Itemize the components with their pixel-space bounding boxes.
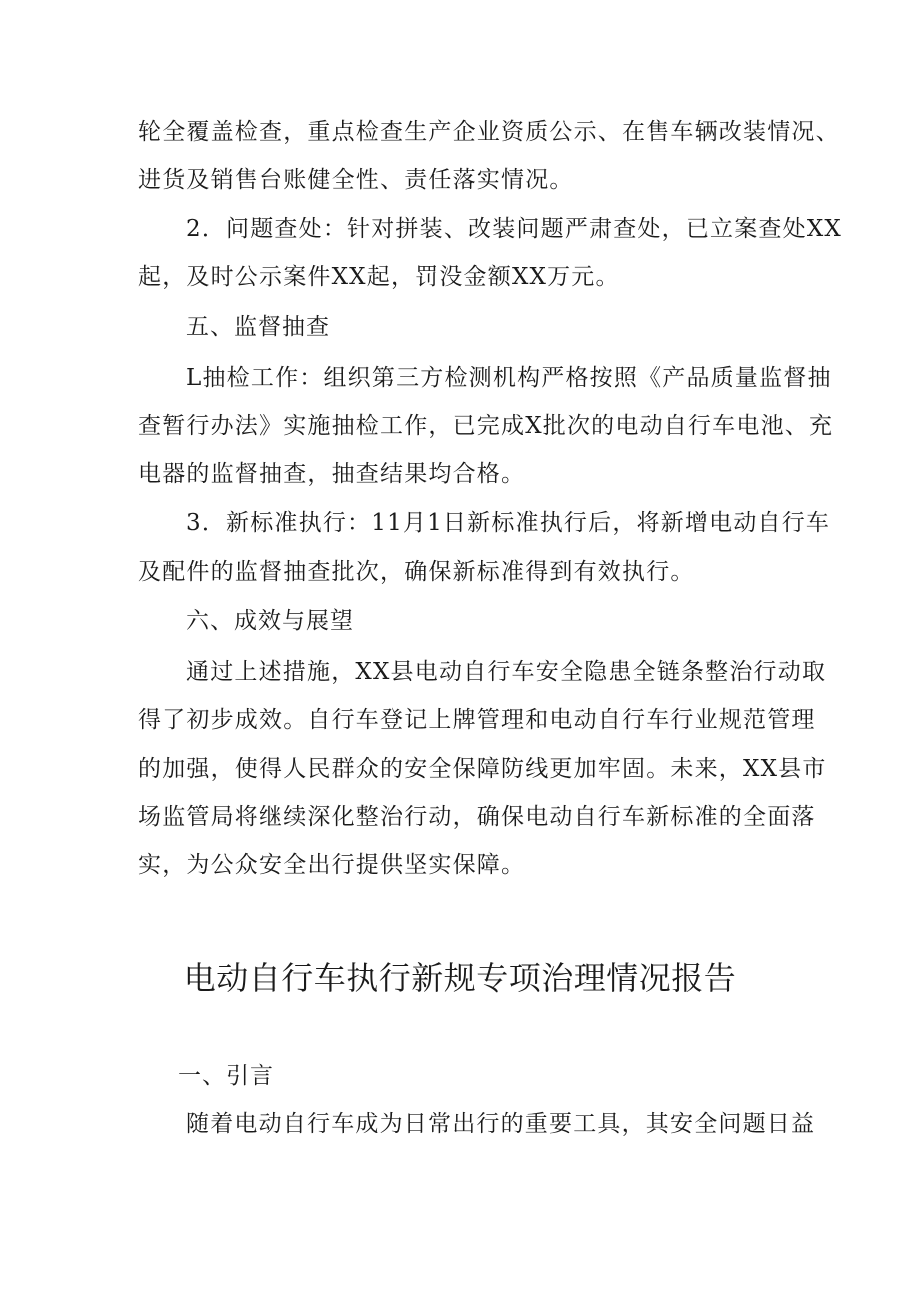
section-heading: 五、监督抽查 [186,314,330,340]
section-heading: 六、成效与展望 [186,608,354,634]
paragraph-line: 轮全覆盖检查，重点检查生产企业资质公示、在售车辆改装情况、 [138,119,840,145]
paragraph-line: 电器的监督抽查，抽查结果均合格。 [138,461,526,487]
paragraph-line: 起，及时公示案件XX起，罚没金额XX万元。 [138,264,620,290]
paragraph-line: 进货及销售台账健全性、责任落实情况。 [138,167,574,193]
paragraph-line: L抽检工作：组织第三方检测机构严格按照《产品质量监督抽 [186,365,832,391]
paragraph-line: 得了初步成效。自行车登记上牌管理和电动自行车行业规范管理 [138,707,816,733]
paragraph-line: 通过上述措施，XX县电动自行车安全隐患全链条整治行动取 [186,659,827,685]
paragraph-line: 3．新标准执行：11月1日新标准执行后，将新增电动自行车 [186,510,831,536]
paragraph-line: 的加强，使得人民群众的安全保障防线更加牢固。未来，XX县市 [138,756,827,782]
section-heading: 一、引言 [178,1063,274,1089]
paragraph-line: 查暂行办法》实施抽检工作，已完成X批次的电动自行车电池、充 [138,413,834,439]
document-title: 电动自行车执行新规专项治理情况报告 [183,959,737,997]
paragraph-line: 实，为公众安全出行提供坚实保障。 [138,852,526,878]
paragraph-line: 随着电动自行车成为日常出行的重要工具，其安全问题日益 [186,1111,816,1137]
paragraph-line: 及配件的监督抽查批次，确保新标准得到有效执行。 [138,559,695,585]
paragraph-line: 场监管局将继续深化整治行动，确保电动自行车新标准的全面落 [138,804,816,830]
paragraph-line: 2．问题查处：针对拼装、改装问题严肃查处，已立案查处XX [186,216,842,242]
